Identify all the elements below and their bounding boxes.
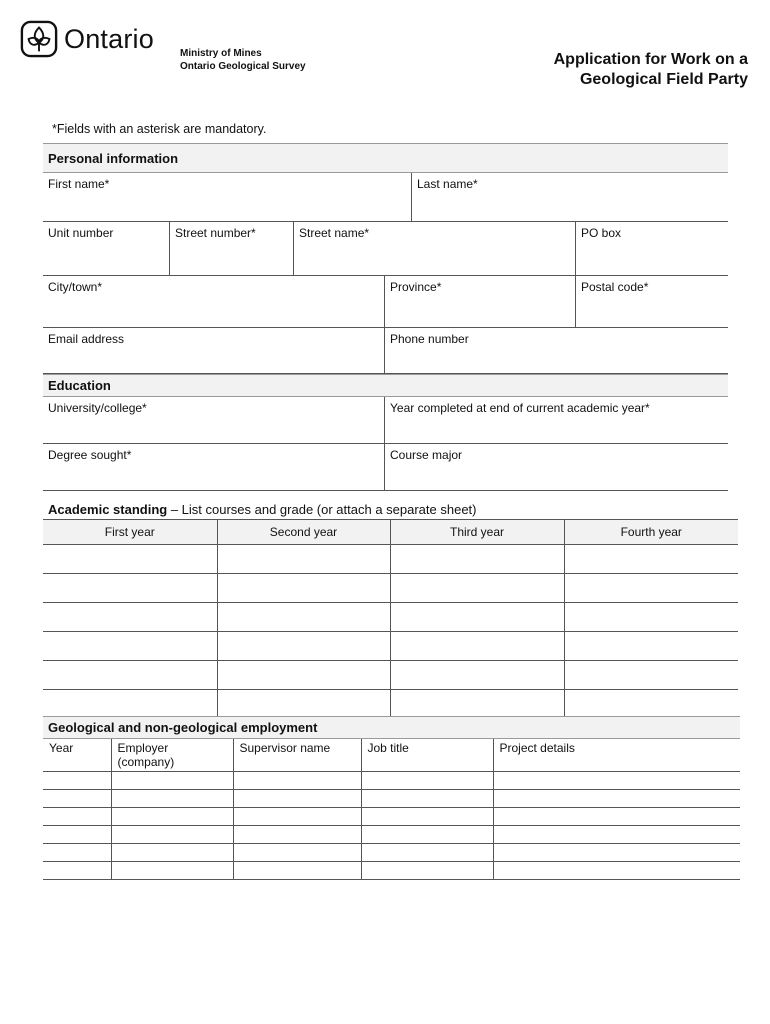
table-cell[interactable]: [233, 790, 361, 808]
table-cell[interactable]: [217, 545, 390, 574]
table-cell[interactable]: [361, 808, 493, 826]
first-name-field[interactable]: [43, 173, 412, 222]
table-cell[interactable]: [111, 826, 233, 844]
table-cell[interactable]: [217, 603, 390, 632]
table-cell[interactable]: [564, 690, 738, 719]
table-cell[interactable]: [43, 790, 111, 808]
course-major-field[interactable]: [385, 444, 728, 491]
employment-header-row: [43, 739, 740, 772]
table-cell[interactable]: [43, 862, 111, 880]
personal-info-heading: Personal information: [43, 143, 728, 173]
employment-heading: Geological and non-geological employment: [43, 716, 740, 739]
table-cell[interactable]: [564, 574, 738, 603]
table-cell[interactable]: [111, 790, 233, 808]
table-cell[interactable]: [43, 826, 111, 844]
table-cell[interactable]: [361, 844, 493, 862]
table-cell[interactable]: [390, 545, 564, 574]
street-number-field[interactable]: [170, 222, 294, 276]
table-cell[interactable]: [217, 632, 390, 661]
street-number-label: Street number*: [175, 226, 256, 240]
table-cell[interactable]: [564, 661, 738, 690]
table-cell[interactable]: [217, 690, 390, 719]
table-cell[interactable]: [43, 603, 217, 632]
unit-number-label: Unit number: [48, 226, 114, 240]
table-cell[interactable]: [43, 574, 217, 603]
academic-standing-table: [43, 519, 738, 719]
table-cell[interactable]: [493, 844, 740, 862]
first-name-label: First name*: [48, 177, 110, 191]
course-major-label: Course major: [390, 448, 463, 462]
table-cell[interactable]: [361, 790, 493, 808]
table-cell[interactable]: [233, 862, 361, 880]
academic-standing-instructions: – List courses and grade (or attach a separate sheet): [167, 502, 477, 517]
table-cell[interactable]: [564, 632, 738, 661]
table-cell[interactable]: [390, 574, 564, 603]
ministry-line-2: Ontario Geological Survey: [180, 61, 306, 72]
university-label: University/college*: [48, 401, 147, 415]
table-cell[interactable]: [43, 632, 217, 661]
year-completed-field[interactable]: [385, 397, 728, 444]
col-employer: Employer (company): [111, 739, 233, 772]
form-title-line-1: Application for Work on a: [553, 51, 748, 68]
table-cell[interactable]: [493, 826, 740, 844]
table-cell[interactable]: [361, 826, 493, 844]
table-cell[interactable]: [217, 661, 390, 690]
table-cell[interactable]: [43, 844, 111, 862]
table-cell[interactable]: [390, 661, 564, 690]
po-box-label: PO box: [581, 226, 622, 240]
postal-code-field[interactable]: [576, 276, 728, 328]
table-cell[interactable]: [233, 808, 361, 826]
academic-standing-title: Academic standing: [48, 502, 168, 517]
col-first-year: First year: [43, 520, 217, 545]
table-cell[interactable]: [564, 545, 738, 574]
academic-standing-heading: [48, 502, 477, 517]
postal-code-label: Postal code*: [581, 280, 649, 294]
table-cell[interactable]: [493, 862, 740, 880]
table-cell[interactable]: [361, 862, 493, 880]
phone-field[interactable]: [385, 328, 728, 374]
table-row: [43, 844, 740, 862]
col-year: Year: [43, 739, 111, 772]
col-project-details: Project details: [493, 739, 740, 772]
street-name-field[interactable]: [294, 222, 576, 276]
province-field[interactable]: [385, 276, 576, 328]
col-fourth-year: Fourth year: [564, 520, 738, 545]
table-cell[interactable]: [233, 772, 361, 790]
table-cell[interactable]: [43, 661, 217, 690]
table-row: [43, 632, 738, 661]
table-row: [43, 826, 740, 844]
table-cell[interactable]: [493, 790, 740, 808]
ontario-logo: [20, 20, 154, 58]
mandatory-note: *Fields with an asterisk are mandatory.: [52, 122, 267, 136]
table-cell[interactable]: [43, 808, 111, 826]
table-row: [43, 790, 740, 808]
ministry-name: [180, 47, 306, 73]
table-cell[interactable]: [233, 826, 361, 844]
table-cell[interactable]: [111, 862, 233, 880]
form-title: [554, 50, 748, 90]
city-label: City/town*: [48, 280, 103, 294]
email-label: Email address: [48, 332, 125, 346]
table-row: [43, 772, 740, 790]
email-field[interactable]: [43, 328, 385, 374]
city-field[interactable]: [43, 276, 385, 328]
province-label: Province*: [390, 280, 442, 294]
university-field[interactable]: [43, 397, 385, 444]
unit-number-field[interactable]: [43, 222, 170, 276]
table-cell[interactable]: [217, 574, 390, 603]
table-cell[interactable]: [564, 603, 738, 632]
col-third-year: Third year: [390, 520, 564, 545]
table-cell[interactable]: [111, 844, 233, 862]
col-supervisor: Supervisor name: [233, 739, 361, 772]
table-row: [43, 661, 738, 690]
table-row: [43, 545, 738, 574]
logo-wordmark: Ontario: [64, 23, 154, 54]
table-cell[interactable]: [43, 772, 111, 790]
table-cell[interactable]: [390, 603, 564, 632]
trillium-icon: [20, 20, 58, 58]
table-cell[interactable]: [233, 844, 361, 862]
col-job-title: Job title: [361, 739, 493, 772]
table-cell[interactable]: [361, 772, 493, 790]
table-cell[interactable]: [111, 808, 233, 826]
table-row: [43, 603, 738, 632]
degree-label: Degree sought*: [48, 448, 132, 462]
education-heading: Education: [43, 374, 728, 397]
po-box-field[interactable]: [576, 222, 728, 276]
last-name-field[interactable]: [412, 173, 728, 222]
academic-header-row: [43, 520, 738, 545]
table-cell[interactable]: [43, 690, 217, 719]
table-cell[interactable]: [43, 545, 217, 574]
employment-table: [43, 739, 740, 880]
ministry-line-1: Ministry of Mines: [180, 48, 262, 59]
degree-field[interactable]: [43, 444, 385, 491]
table-cell[interactable]: [493, 808, 740, 826]
street-name-label: Street name*: [299, 226, 370, 240]
year-completed-label: Year completed at end of current academic year*: [390, 401, 650, 415]
table-cell[interactable]: [390, 690, 564, 719]
form-title-line-2: Geological Field Party: [579, 71, 748, 88]
table-row: [43, 574, 738, 603]
table-row: [43, 862, 740, 880]
table-row: [43, 690, 738, 719]
table-cell[interactable]: [111, 772, 233, 790]
table-row: [43, 808, 740, 826]
phone-label: Phone number: [390, 332, 469, 346]
last-name-label: Last name*: [417, 177, 478, 191]
table-cell[interactable]: [390, 632, 564, 661]
table-cell[interactable]: [493, 772, 740, 790]
col-second-year: Second year: [217, 520, 390, 545]
